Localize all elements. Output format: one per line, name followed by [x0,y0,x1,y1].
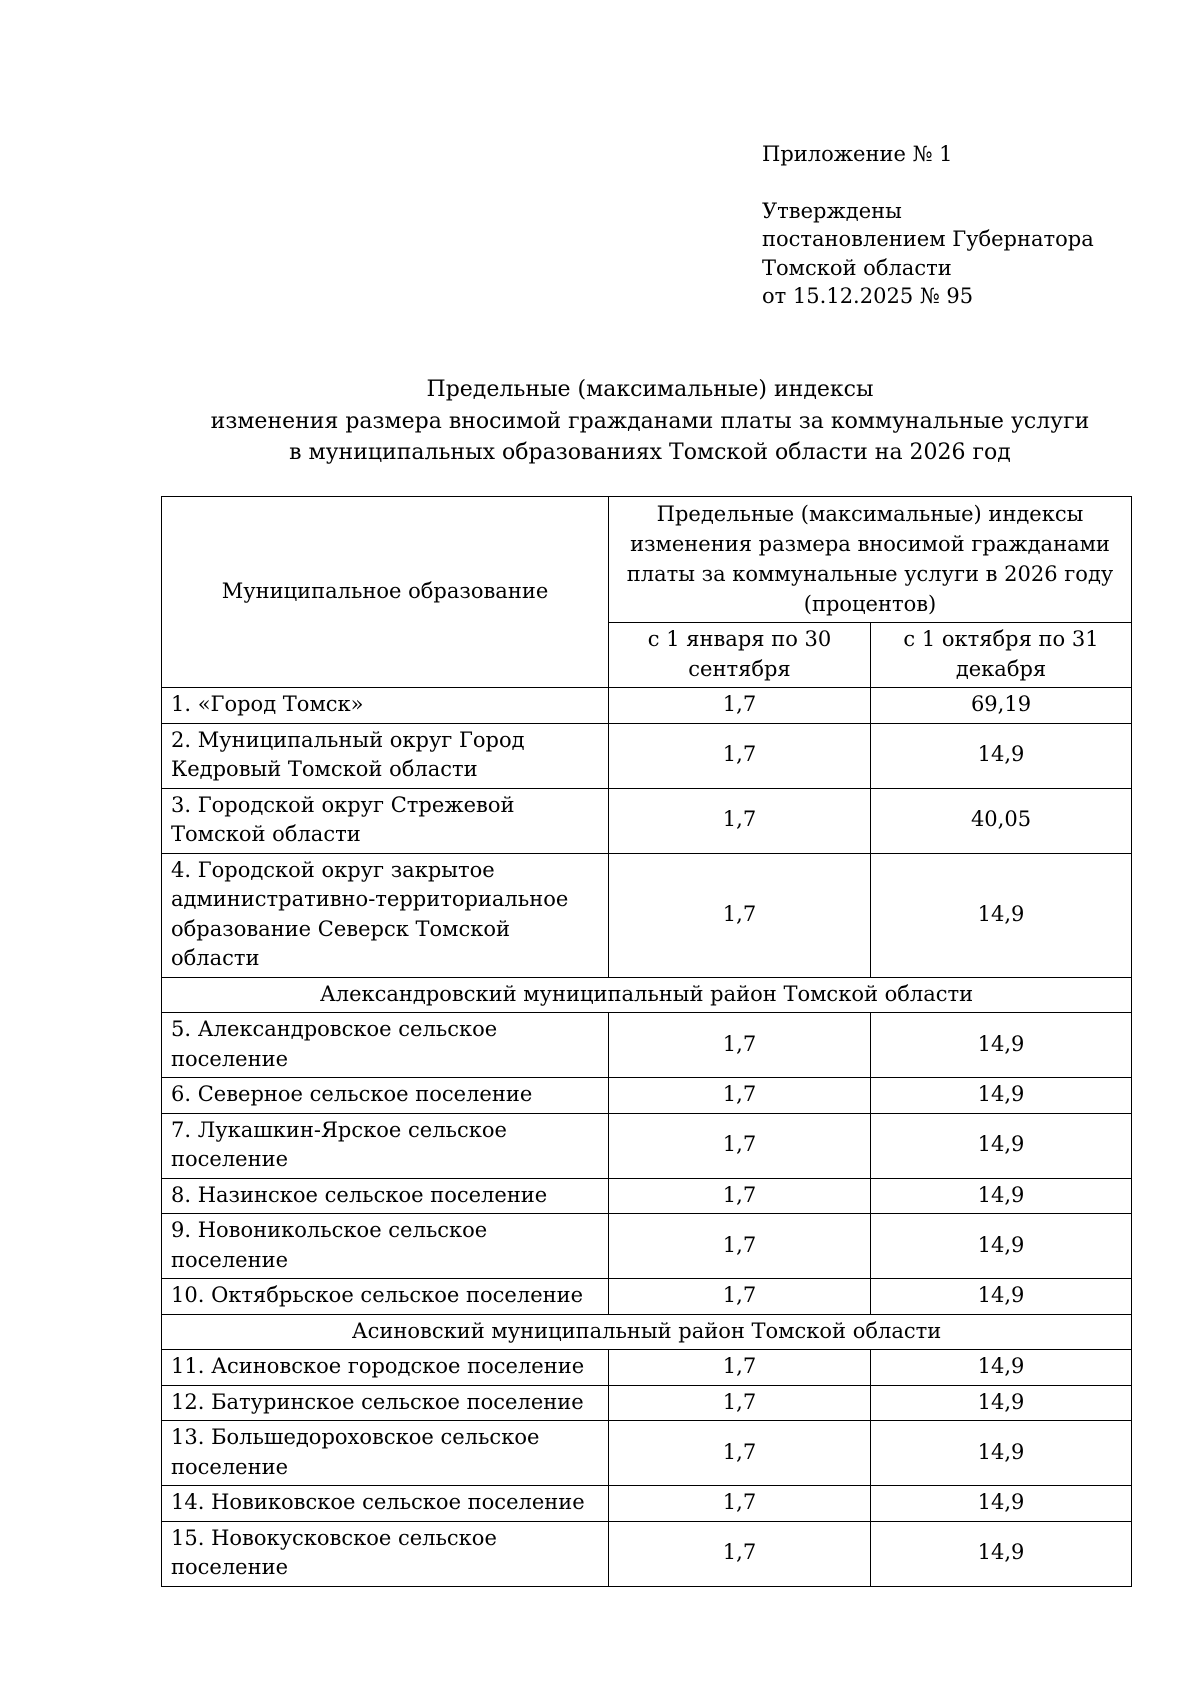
index-oct-dec-cell: 14,9 [871,1350,1132,1386]
header-period-jan-sep: с 1 января по 30 сентября [609,623,871,688]
approved-line: Утверждены [762,198,902,223]
municipality-name-cell: 6. Северное сельское поселение [162,1078,609,1114]
municipality-name-cell: 13. Большедороховское сельское поселение [162,1421,609,1486]
index-jan-sep-cell: 1,7 [609,1350,871,1386]
index-jan-sep-cell: 1,7 [609,1113,871,1178]
table-row [162,1214,1132,1279]
header-indices-group: Предельные (максимальные) индексы изменения размера вносимой гражданами платы за коммунальные услуги в 2026 году (процентов) [609,497,1132,623]
table-row [162,1113,1132,1178]
table-row [162,1279,1132,1315]
header-period-oct-dec: с 1 октября по 31 декабря [871,623,1132,688]
table-row [162,688,1132,724]
header-municipality: Муниципальное образование [162,497,609,688]
approved-date-line: от 15.12.2025 № 95 [762,284,974,308]
table-row [162,788,1132,853]
index-jan-sep-cell: 1,7 [609,1486,871,1522]
index-oct-dec-cell: 14,9 [871,1113,1132,1178]
index-jan-sep-cell: 1,7 [609,788,871,853]
municipality-name-cell: 3. Городской округ Стрежевой Томской области [162,788,609,853]
index-oct-dec-cell: 14,9 [871,1178,1132,1214]
document-title [160,374,1140,469]
indices-table [161,496,1132,1587]
title-line: изменения размера вносимой гражданами платы за коммунальные услуги [210,408,1090,434]
index-oct-dec-cell: 14,9 [871,1521,1132,1586]
municipality-name-cell: 2. Муниципальный округ Город Кедровый Томской области [162,723,609,788]
table-row [162,1421,1132,1486]
index-jan-sep-cell: 1,7 [609,688,871,724]
index-jan-sep-cell: 1,7 [609,1521,871,1586]
index-oct-dec-cell: 14,9 [871,723,1132,788]
group-row [162,1314,1132,1350]
table-row [162,1486,1132,1522]
annex-block [762,140,1094,311]
table-row [162,1178,1132,1214]
table-row [162,1521,1132,1586]
table-header [162,497,1132,688]
index-oct-dec-cell: 14,9 [871,1013,1132,1078]
group-row [162,977,1132,1013]
index-oct-dec-cell: 69,19 [871,688,1132,724]
district-group-heading: Александровский муниципальный район Томской области [162,977,1132,1013]
table-row [162,1013,1132,1078]
district-group-heading: Асиновский муниципальный район Томской области [162,1314,1132,1350]
index-jan-sep-cell: 1,7 [609,1385,871,1421]
index-jan-sep-cell: 1,7 [609,1421,871,1486]
table-body [162,688,1132,1587]
index-oct-dec-cell: 14,9 [871,1486,1132,1522]
index-jan-sep-cell: 1,7 [609,853,871,977]
index-oct-dec-cell: 14,9 [871,1385,1132,1421]
index-jan-sep-cell: 1,7 [609,1279,871,1315]
municipality-name-cell: 15. Новокусковское сельское поселение [162,1521,609,1586]
approved-line: постановлением Губернатора [762,227,1094,251]
index-jan-sep-cell: 1,7 [609,1078,871,1114]
index-jan-sep-cell: 1,7 [609,1013,871,1078]
municipality-name-cell: 4. Городской округ закрытое административно-территориальное образование Северск Томской области [162,853,609,977]
annex-spacer [762,169,1094,197]
header-row [162,497,1132,623]
index-jan-sep-cell: 1,7 [609,1178,871,1214]
municipality-name-cell: 1. «Город Томск» [162,688,609,724]
index-oct-dec-cell: 14,9 [871,1214,1132,1279]
municipality-name-cell: 9. Новоникольское сельское поселение [162,1214,609,1279]
approved-line: Томской области [762,255,952,280]
annex-number: Приложение № 1 [762,142,953,166]
index-jan-sep-cell: 1,7 [609,723,871,788]
municipality-name-cell: 7. Лукашкин-Ярское сельское поселение [162,1113,609,1178]
municipality-name-cell: 5. Александровское сельское поселение [162,1013,609,1078]
table-row [162,1078,1132,1114]
municipality-name-cell: 12. Батуринское сельское поселение [162,1385,609,1421]
index-oct-dec-cell: 14,9 [871,1078,1132,1114]
title-line: Предельные (максимальные) индексы [426,377,874,402]
index-oct-dec-cell: 14,9 [871,1279,1132,1315]
municipality-name-cell: 8. Назинское сельское поселение [162,1178,609,1214]
table-row [162,1350,1132,1386]
index-oct-dec-cell: 40,05 [871,788,1132,853]
municipality-name-cell: 14. Новиковское сельское поселение [162,1486,609,1522]
table-row [162,723,1132,788]
index-oct-dec-cell: 14,9 [871,1421,1132,1486]
index-oct-dec-cell: 14,9 [871,853,1132,977]
municipality-name-cell: 10. Октябрьское сельское поселение [162,1279,609,1315]
table-row [162,1385,1132,1421]
table-row [162,853,1132,977]
index-jan-sep-cell: 1,7 [609,1214,871,1279]
municipality-name-cell: 11. Асиновское городское поселение [162,1350,609,1386]
title-line: в муниципальных образованиях Томской области на 2026 год [289,440,1011,465]
